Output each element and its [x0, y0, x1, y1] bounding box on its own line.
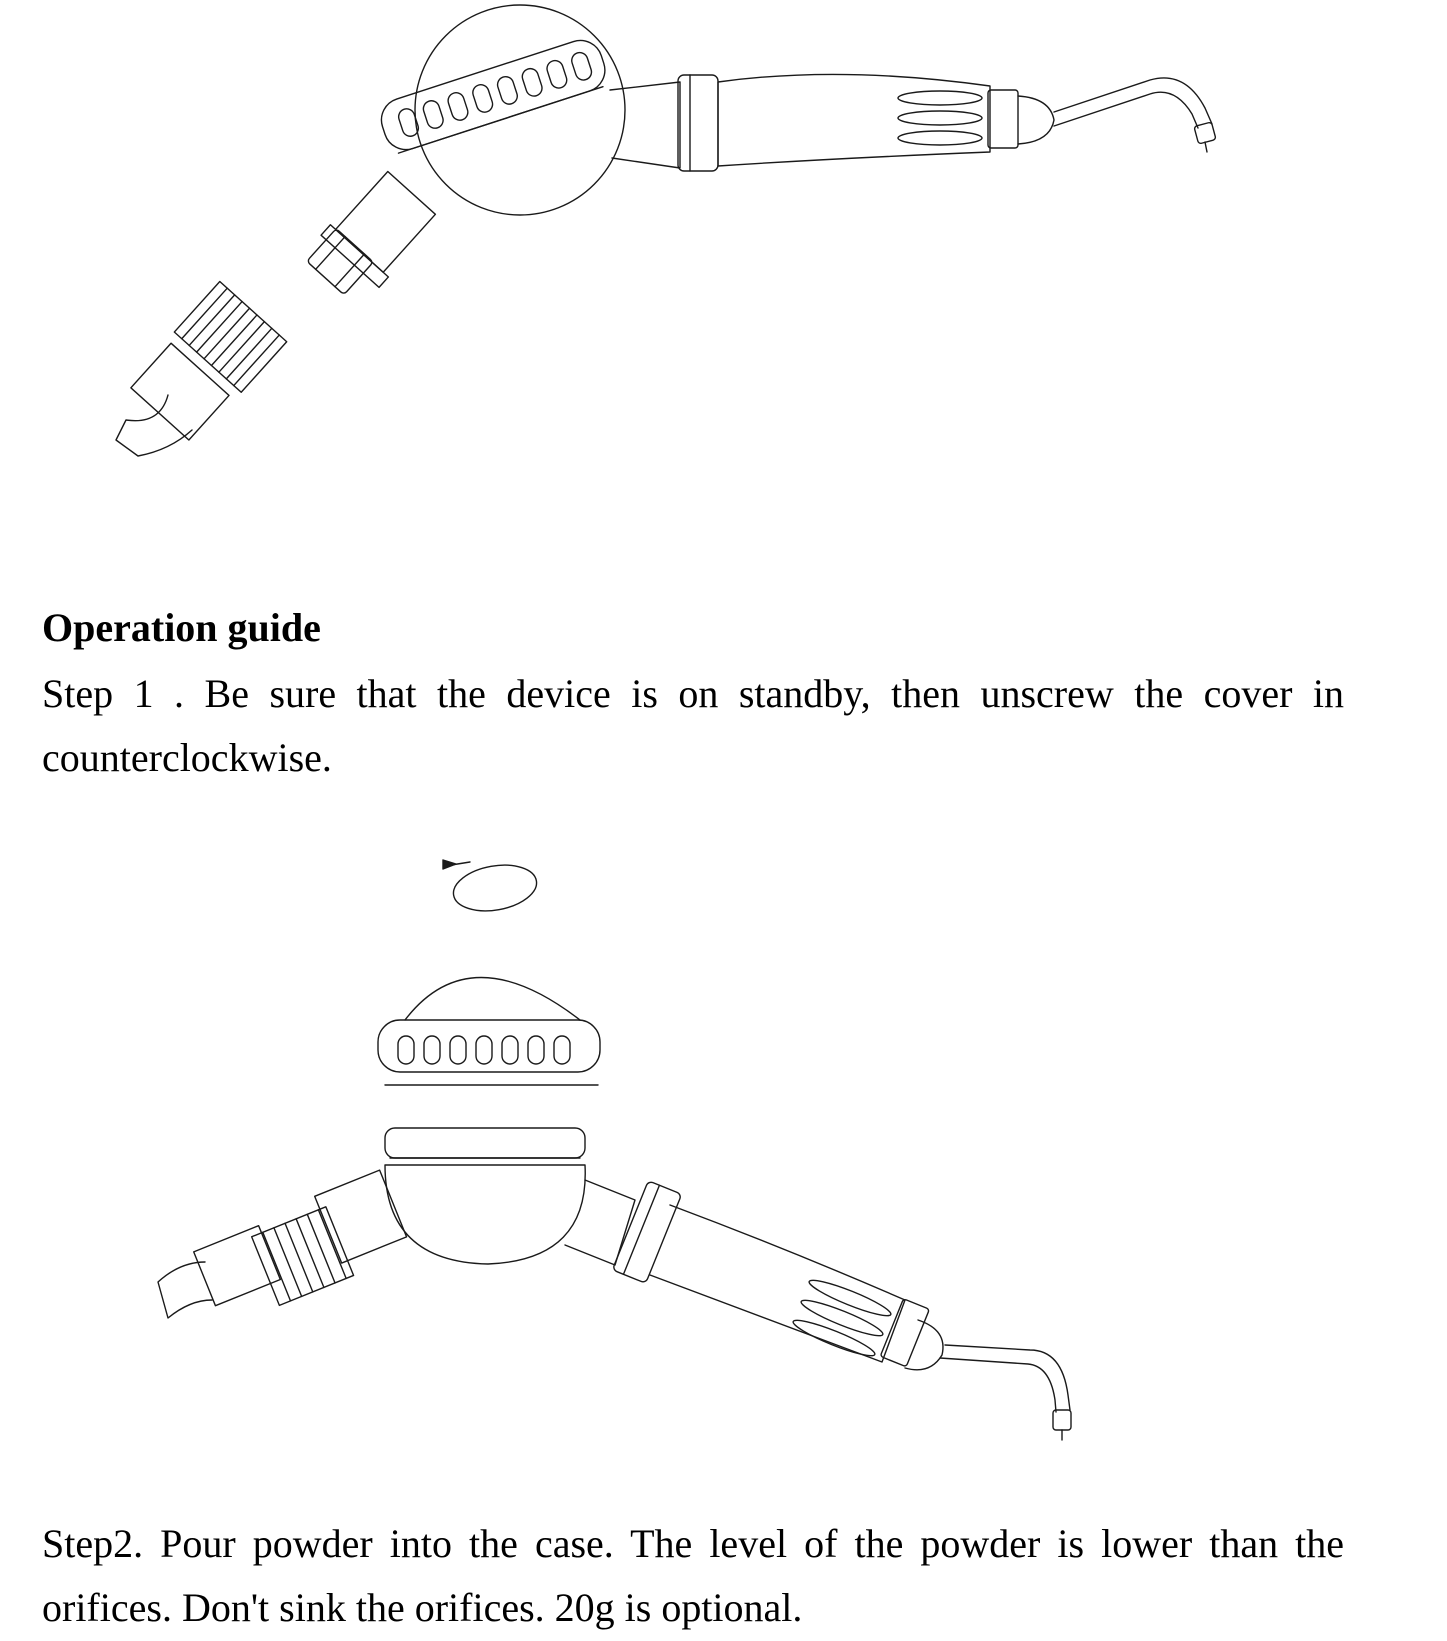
step1-text: Step 1 . Be sure that the device is on standby, then unscrew the cover in counterclockwise. [42, 671, 1344, 780]
seal-ring [443, 859, 540, 917]
section-heading: Operation guide [42, 605, 321, 650]
handpiece-disassembled-illustration [0, 0, 1447, 520]
ribbed-cap [376, 35, 611, 156]
powder-chamber [415, 5, 625, 215]
removed-cover [378, 978, 600, 1086]
handpiece-cover-removed-illustration [0, 840, 1447, 1460]
step2-text: Step2. Pour powder into the case. The level of the powder is lower than the orifices. Don't sink the orifices. 20g is optional. [42, 1521, 1344, 1630]
